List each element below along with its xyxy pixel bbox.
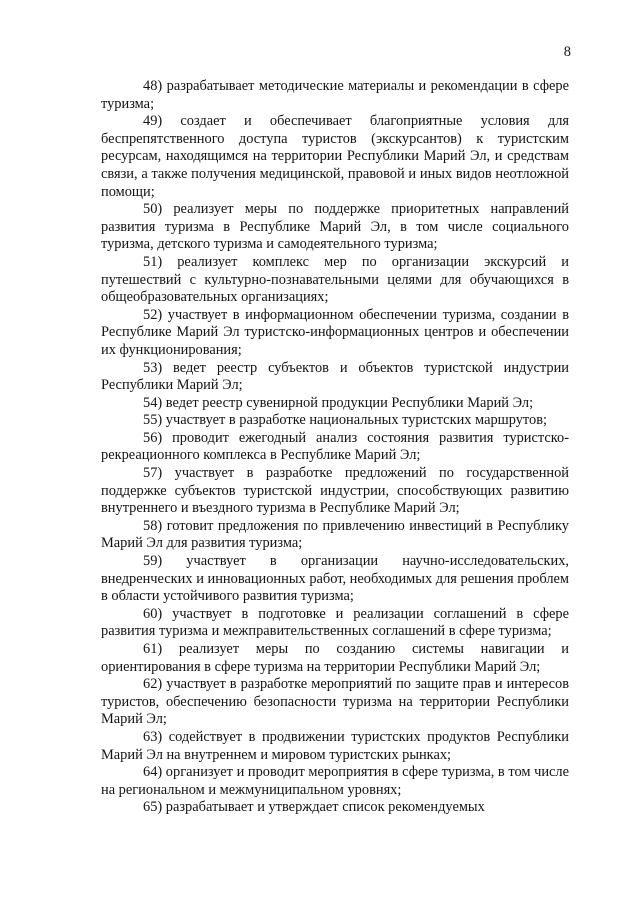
list-item: 63) содействует в продвижении туристских продуктов Республики Марий Эл на внутреннем и мировом туристских рынках; [101,728,569,763]
list-item: 56) проводит ежегодный анализ состояния развития туристско-рекреационного комплекса в Республике Марий Эл; [101,429,569,464]
list-item: 60) участвует в подготовке и реализации соглашений в сфере развития туризма и межправительственных соглашений в сфере туризма; [101,605,569,640]
list-item: 54) ведет реестр сувенирной продукции Республики Марий Эл; [143,394,534,411]
list-item: 61) реализует меры по созданию системы навигации и ориентирования в сфере туризма на территории Республики Марий Эл; [101,641,569,675]
document-body [101,78,569,817]
list-item: 53) ведет реестр субъектов и объектов туристской индустрии Республики Марий Эл; [101,359,569,394]
list-item: 59) участвует в организации научно-исследовательских, внедренческих и инновационных работ, необходимых для решения проблем в области устойчивого развития туризма; [101,553,569,605]
list-item: 57) участвует в разработке предложений по государственной поддержке субъектов туристской индустрии, способствующих развитию внутреннего и въездного туризма в Республике Марий Эл; [101,465,569,517]
list-item: 52) участвует в информационном обеспечении туризма, создании в Республике Марий Эл туристско-информационных центров и обеспечении их функционирования; [101,306,569,358]
page-number: 8 [563,44,571,60]
list-item: 55) участвует в разработке национальных туристских маршрутов; [143,412,548,429]
list-item: 48) разрабатывает методические материалы и рекомендации в сфере туризма; [101,78,569,112]
list-item: 65) разрабатывает и утверждает список рекомендуемых [143,799,485,816]
list-item: 64) организует и проводит мероприятия в сфере туризма, в том числе на региональном и межмуниципальном уровнях; [101,764,569,798]
list-item: 58) готовит предложения по привлечению инвестиций в Республику Марий Эл для развития туризма; [101,517,569,552]
list-item: 49) создает и обеспечивает благоприятные условия для беспрепятственного доступа туристов (экскурсантов) к туристским ресурсам, находящимся на территории Республики Марий Эл, и средствам связи, а также получения медицинской, правовой и иных видов неотложной помощи; [101,113,569,200]
list-item: 51) реализует комплекс мер по организации экскурсий и путешествий с культурно-познавательными целями для обучающихся в общеобразовательных организациях; [101,253,569,306]
list-item: 50) реализует меры по поддержке приоритетных направлений развития туризма в Республике Марий Эл, в том числе социального туризма, детского туризма и самодеятельного туризма; [101,201,569,253]
list-item: 62) участвует в разработке мероприятий по защите прав и интересов туристов, обеспечению безопасности туризма на территории Республики Марий Эл; [101,676,569,728]
